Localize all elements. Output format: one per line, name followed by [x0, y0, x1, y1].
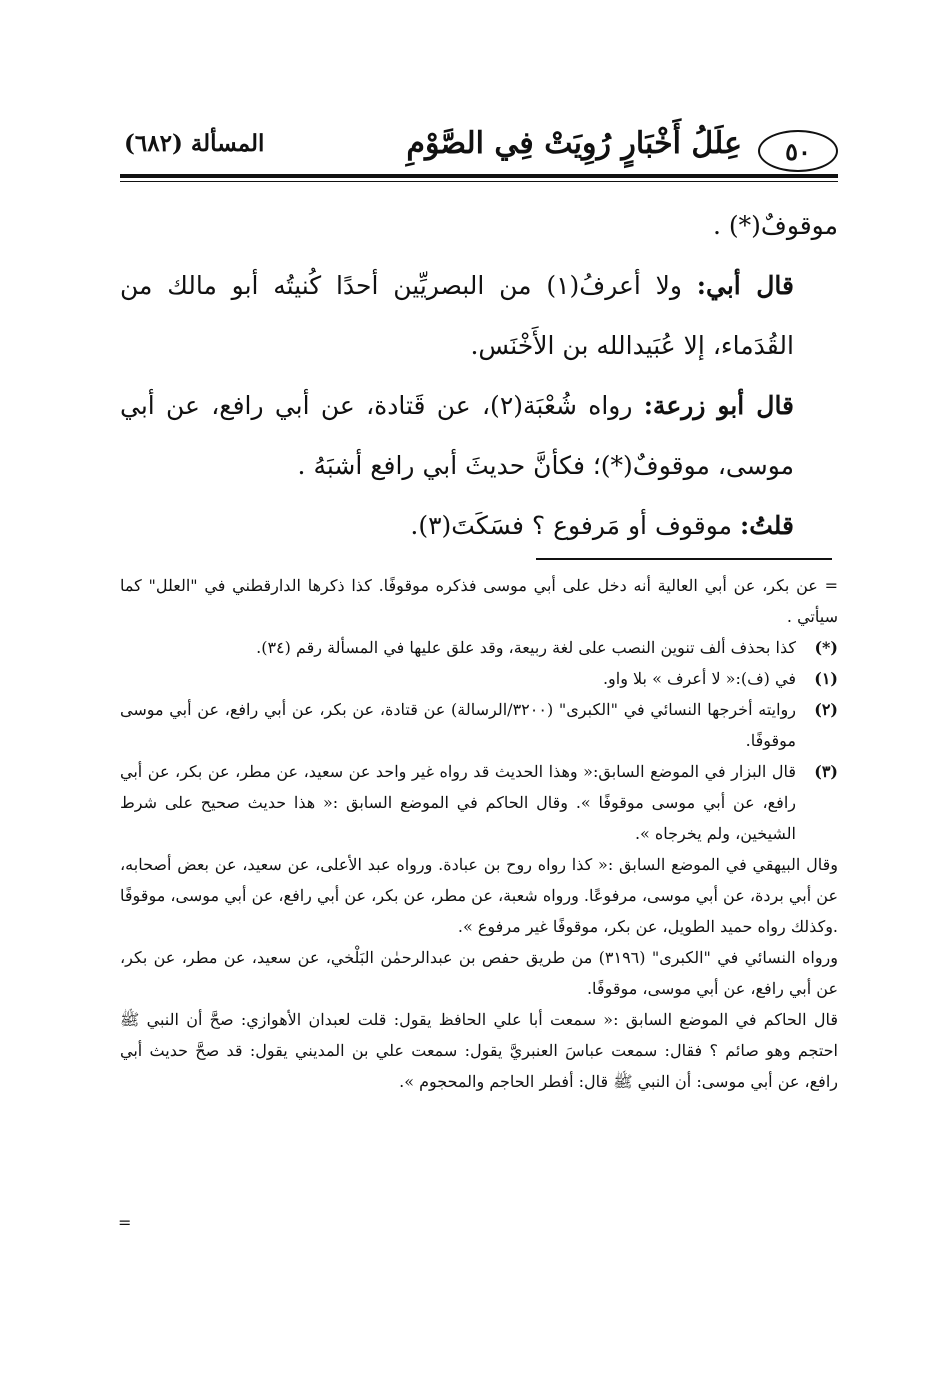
footnotes [120, 570, 838, 1097]
main-text [120, 196, 838, 556]
footnote-continuation: = عن بكر، عن أبي العالية أنه دخل على أبي موسى فذكره موقوفًا. كذا ذكرها الدارقطني في "العلل" كما سيأتي . [120, 576, 838, 626]
footnote-text: قال البزار في الموضع السابق:« وهذا الحديث قد رواه غير واحد عن سعيد، عن مطر، عن بكر، عن أبي رافع، عن أبي موسى موقوفًا ». وقال الحاكم في الموضع السابق :« هذا حديث صحيح على شرط الشيخين، ولم يخرجاه ». [120, 762, 796, 843]
footnote-marker: (*) [814, 638, 838, 657]
footnote-text: كذا بحذف ألف تنوين النصب على لغة ربيعة، وقد علق عليها في المسألة رقم (٣٤). [256, 638, 796, 657]
header-rule-thick [120, 174, 838, 178]
footnote-2 [120, 694, 838, 756]
question-number: المسألة (٦٨٢) [124, 130, 265, 157]
paragraph-1: موقوفٌ(*) . [713, 211, 838, 240]
footnote-3-hakim: قال الحاكم في الموضع السابق :« سمعت أبا علي الحافظ يقول: قلت لعبدان الأهوازي: صحَّ أن النبي ﷺ احتجم وهو صائم ؟ فقال: سمعت عباسَ العنبريَّ يقول: سمعت علي بن المديني يقول: قد صحَّ حديث أبي رافع، عن أبي موسى: أن النبي ﷺ قال: أفطر الحاجم والمحجوم ». [120, 1010, 838, 1091]
footnote-3 [120, 756, 838, 849]
footnote-1 [120, 663, 838, 694]
continuation-mark: = [118, 1213, 132, 1232]
footnote-3-nasai: ورواه النسائي في "الكبرى" (٣١٩٦) من طريق حفص بن عبدالرحمٰن البَلْخي، عن سعيد، عن مطر، عن بكر، عن أبي رافع، عن أبي موسى، موقوفًا. [120, 948, 838, 998]
footnote-star [120, 632, 838, 663]
paragraph-3-text: رواه شُعْبَة(٢)، عن قَتادة، عن أبي رافع، عن أبي موسى، موقوفٌ(*)؛ فكأنَّ حديثَ أبي رافع أشبَهُ . [120, 391, 794, 480]
page-number-text: ٥٠ [785, 136, 811, 166]
paragraph-2-text: ولا أعرفُ(١) من البصريِّين أحدًا كُنيتُه أبو مالك من القُدَماء، إلا عُبَيدالله بن الأَخْنَس. [120, 271, 794, 360]
paragraph-4-text: موقوف أو مَرفوع ؟ فسَكَتَ(٣). [410, 511, 740, 540]
header-rule-thin [120, 181, 838, 182]
page-number [758, 130, 838, 172]
footnote-marker: (٢) [814, 700, 838, 719]
speaker-abi: قال أبي: [696, 271, 794, 300]
speaker-abu-zura: قال أبو زرعة: [643, 391, 795, 420]
footnote-separator [536, 558, 832, 560]
footnote-3-bayhaqi: وقال البيهقي في الموضع السابق :« كذا رواه روح بن عبادة. ورواه عبد الأعلى، عن سعيد، عن بعض أصحابه، عن أبي بردة، عن أبي موسى، مرفوعًا. ورواه شعبة، عن مطر، عن بكر، عن أبي رافع، عن أبي موسى، موقوفًا .وكذلك رواه حميد الطويل، عن بكر، موقوفًا غير مرفوع ». [120, 855, 838, 936]
paragraph-4 [120, 496, 838, 556]
paragraph-3 [120, 376, 838, 496]
footnote-text: روايته أخرجها النسائي في "الكبرى" (٣٢٠٠/الرسالة) عن قتادة، عن بكر، عن أبي رافع، عن أبي موسى موقوفًا. [120, 700, 797, 750]
speaker-author: قلتُ: [739, 511, 794, 540]
book-title: عِلَلُ أَخْبَارٍ رُوِيَتْ فِي الصَّوْمِ [406, 126, 742, 161]
footnote-text: في (ف):« لا أعرف » بلا واو. [602, 669, 796, 688]
paragraph-2 [120, 256, 838, 376]
page-header [120, 118, 838, 182]
footnote-marker: (٣) [814, 762, 838, 781]
footnote-marker: (١) [814, 669, 838, 688]
